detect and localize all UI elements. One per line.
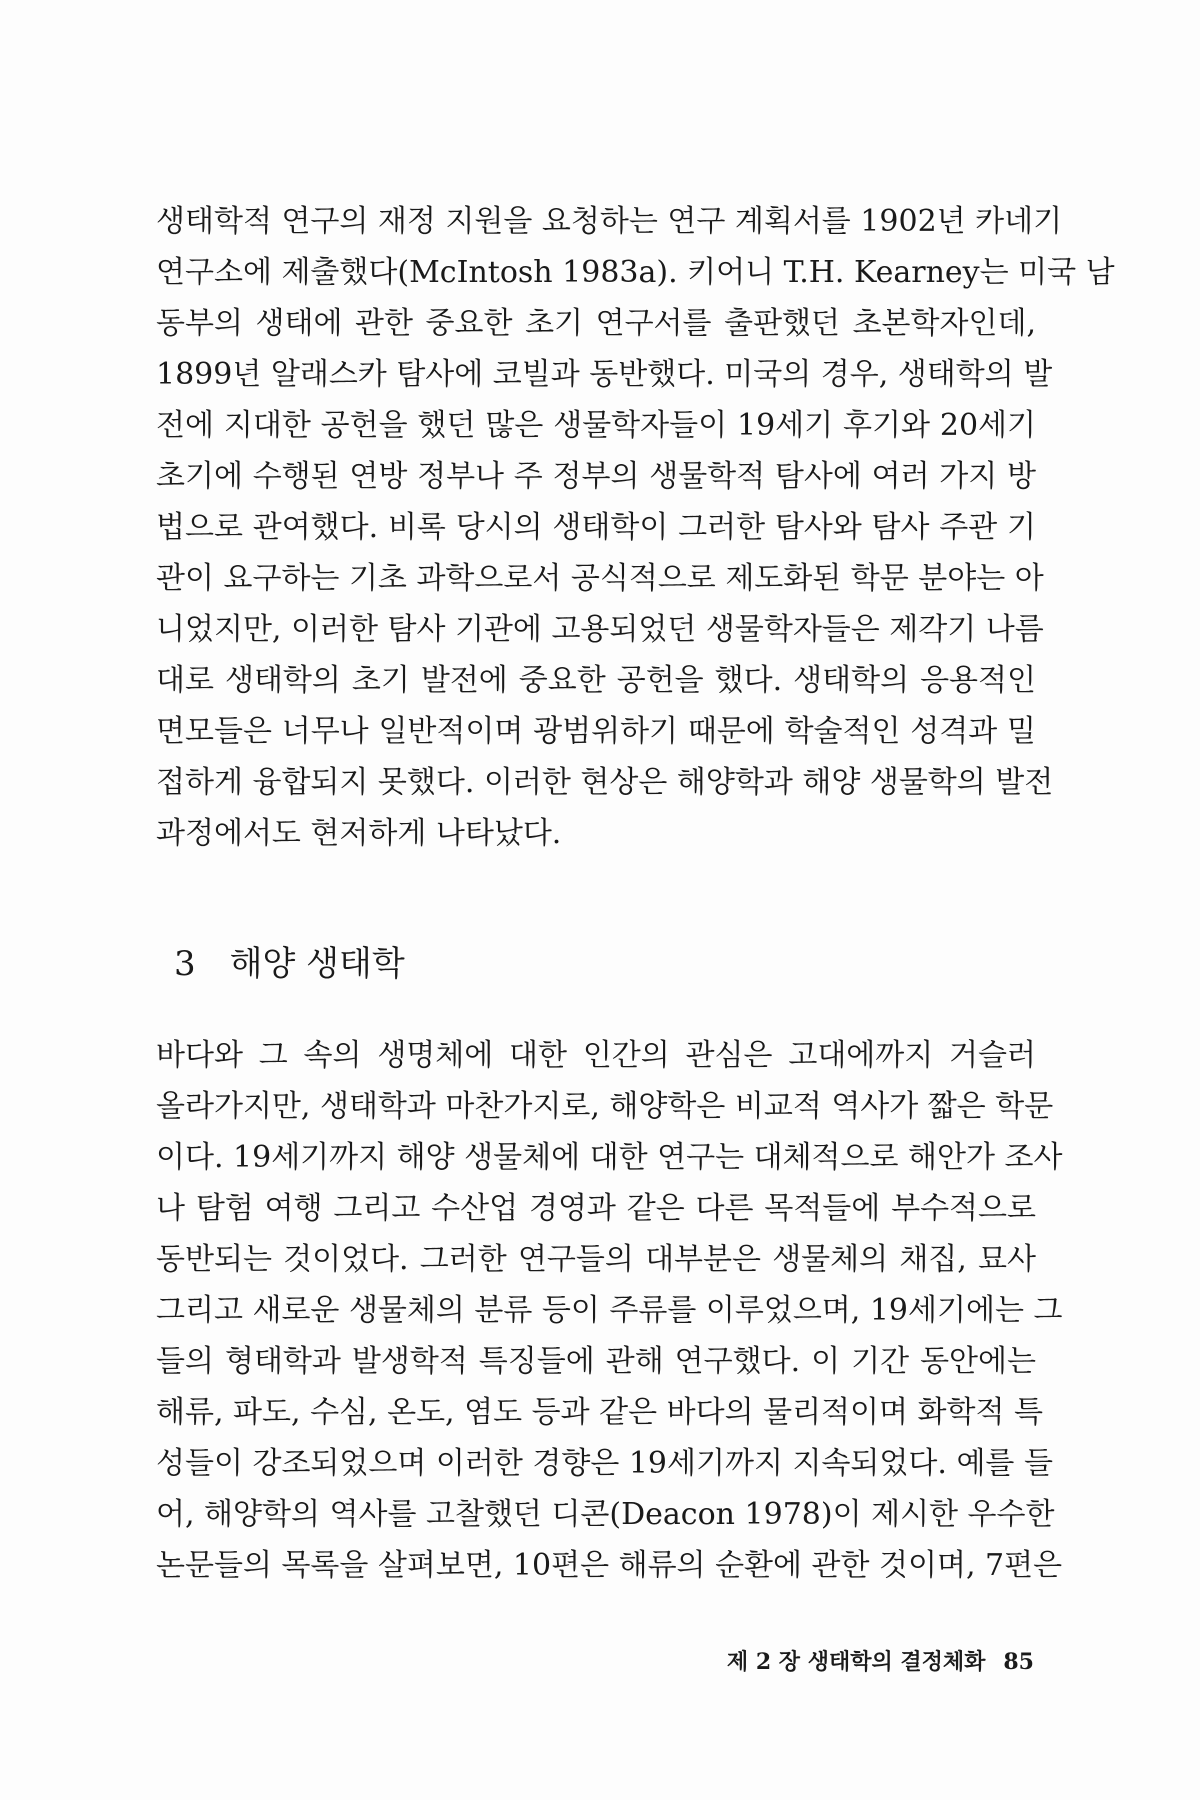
paragraph-line: 관이 요구하는 기초 과학으로서 공식적으로 제도화된 학문 분야는 아 bbox=[156, 561, 1044, 596]
paragraph-line: 니었지만, 이러한 탐사 기관에 고용되었던 생물학자들은 제각기 나름 bbox=[156, 612, 1044, 647]
section-title: 해양 생태학 bbox=[229, 944, 405, 984]
paragraph-line: 논문들의 목록을 살펴보면, 10편은 해류의 순환에 관한 것이며, 7편은 bbox=[156, 1548, 1063, 1583]
running-chapter-title: 제 2 장 생태학의 결정체화 bbox=[726, 1649, 986, 1675]
paragraph-line: 면모들은 너무나 일반적이며 광범위하기 때문에 학술적인 성격과 밀 bbox=[156, 714, 1036, 749]
paragraph-line: 들의 형태학과 발생학적 특징들에 관해 연구했다. 이 기간 동안에는 bbox=[156, 1344, 1036, 1379]
section-number: 3 bbox=[174, 944, 196, 984]
paragraph-line: 해류, 파도, 수심, 온도, 염도 등과 같은 바다의 물리적이며 화학적 특 bbox=[156, 1395, 1043, 1430]
paragraph-line: 1899년 알래스카 탐사에 코빌과 동반했다. 미국의 경우, 생태학의 발 bbox=[156, 357, 1053, 392]
paragraph-line: 연구소에 제출했다(McIntosh 1983a). 키어니 T.H. Kearney는 미국 남 bbox=[156, 255, 1115, 290]
section-heading bbox=[174, 934, 405, 994]
paragraph-line: 과정에서도 현저하게 나타났다. bbox=[156, 816, 562, 851]
paragraph-line: 동부의 생태에 관한 중요한 초기 연구서를 출판했던 초본학자인데, bbox=[156, 306, 1036, 341]
paragraph-line: 이다. 19세기까지 해양 생물체에 대한 연구는 대체적으로 해안가 조사 bbox=[156, 1140, 1063, 1175]
paragraph-2 bbox=[156, 1030, 1063, 1591]
paragraph-line: 초기에 수행된 연방 정부나 주 정부의 생물학적 탐사에 여러 가지 방 bbox=[156, 459, 1036, 494]
paragraph-line: 그리고 새로운 생물체의 분류 등이 주류를 이루었으며, 19세기에는 그 bbox=[156, 1293, 1063, 1328]
paragraph-line: 대로 생태학의 초기 발전에 중요한 공헌을 했다. 생태학의 응용적인 bbox=[156, 663, 1036, 698]
paragraph-line: 생태학적 연구의 재정 지원을 요청하는 연구 계획서를 1902년 카네기 bbox=[156, 204, 1063, 239]
page-footer bbox=[727, 1642, 1034, 1682]
paragraph-line: 법으로 관여했다. 비록 당시의 생태학이 그러한 탐사와 탐사 주관 기 bbox=[156, 510, 1036, 545]
paragraph-line: 성들이 강조되었으며 이러한 경향은 19세기까지 지속되었다. 예를 들 bbox=[156, 1446, 1053, 1481]
paragraph-line: 어, 해양학의 역사를 고찰했던 디콘(Deacon 1978)이 제시한 우수한 bbox=[156, 1497, 1055, 1532]
paragraph-1 bbox=[156, 196, 1115, 859]
paragraph-line: 전에 지대한 공헌을 했던 많은 생물학자들이 19세기 후기와 20세기 bbox=[156, 408, 1036, 443]
paragraph-line: 바다와 그 속의 생명체에 대한 인간의 관심은 고대에까지 거슬러 bbox=[156, 1038, 1036, 1073]
paragraph-line: 접하게 융합되지 못했다. 이러한 현상은 해양학과 해양 생물학의 발전 bbox=[156, 765, 1054, 800]
paragraph-line: 동반되는 것이었다. 그러한 연구들의 대부분은 생물체의 채집, 묘사 bbox=[156, 1242, 1036, 1277]
paragraph-line: 올라가지만, 생태학과 마찬가지로, 해양학은 비교적 역사가 짧은 학문 bbox=[156, 1089, 1054, 1124]
paragraph-line: 나 탐험 여행 그리고 수산업 경영과 같은 다른 목적들에 부수적으로 bbox=[156, 1191, 1036, 1226]
page-number: 85 bbox=[1003, 1649, 1034, 1675]
